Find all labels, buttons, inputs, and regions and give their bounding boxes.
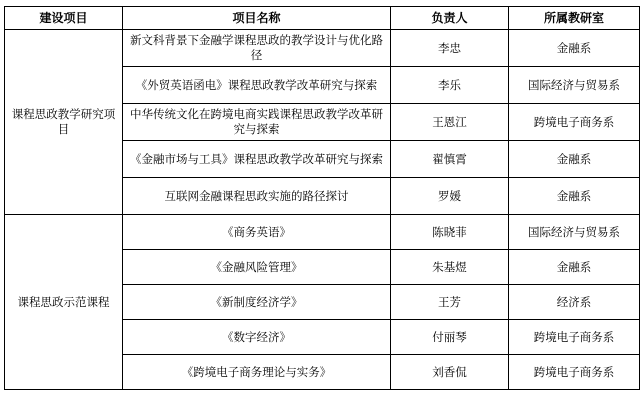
header-project-name: 项目名称 <box>123 7 391 30</box>
person-cell: 李忠 <box>391 30 509 67</box>
person-cell: 翟慎霄 <box>391 141 509 178</box>
department-cell: 金融系 <box>509 178 640 215</box>
project-name-cell: 中华传统文化在跨境电商实践课程思政教学改革研究与探索 <box>123 104 391 141</box>
department-cell: 国际经济与贸易系 <box>509 215 640 250</box>
category-cell: 课程思政教学研究项目 <box>5 30 123 215</box>
person-cell: 刘香侃 <box>391 355 509 390</box>
table-row <box>5 30 640 67</box>
project-name-cell: 新文科背景下金融学课程思政的教学设计与优化路径 <box>123 30 391 67</box>
person-cell: 王芳 <box>391 285 509 320</box>
project-name-cell: 《跨境电子商务理论与实务》 <box>123 355 391 390</box>
person-cell: 朱基煜 <box>391 250 509 285</box>
table-row <box>5 215 640 250</box>
project-name-cell: 《新制度经济学》 <box>123 285 391 320</box>
header-row <box>5 7 640 30</box>
project-table <box>4 6 640 390</box>
person-cell: 付丽琴 <box>391 320 509 355</box>
person-cell: 李乐 <box>391 67 509 104</box>
person-cell: 罗媛 <box>391 178 509 215</box>
person-cell: 陈晓菲 <box>391 215 509 250</box>
department-cell: 跨境电子商务系 <box>509 355 640 390</box>
project-name-cell: 《金融风险管理》 <box>123 250 391 285</box>
department-cell: 经济系 <box>509 285 640 320</box>
project-name-cell: 《数字经济》 <box>123 320 391 355</box>
project-name-cell: 《外贸英语函电》课程思政教学改革研究与探索 <box>123 67 391 104</box>
header-department: 所属教研室 <box>509 7 640 30</box>
department-cell: 金融系 <box>509 250 640 285</box>
project-name-cell: 《商务英语》 <box>123 215 391 250</box>
project-name-cell: 互联网金融课程思政实施的路径探讨 <box>123 178 391 215</box>
project-name-cell: 《金融市场与工具》课程思政教学改革研究与探索 <box>123 141 391 178</box>
header-person: 负责人 <box>391 7 509 30</box>
header-category: 建设项目 <box>5 7 123 30</box>
department-cell: 跨境电子商务系 <box>509 320 640 355</box>
department-cell: 金融系 <box>509 141 640 178</box>
person-cell: 王恩江 <box>391 104 509 141</box>
department-cell: 金融系 <box>509 30 640 67</box>
category-cell: 课程思政示范课程 <box>5 215 123 390</box>
department-cell: 国际经济与贸易系 <box>509 67 640 104</box>
department-cell: 跨境电子商务系 <box>509 104 640 141</box>
